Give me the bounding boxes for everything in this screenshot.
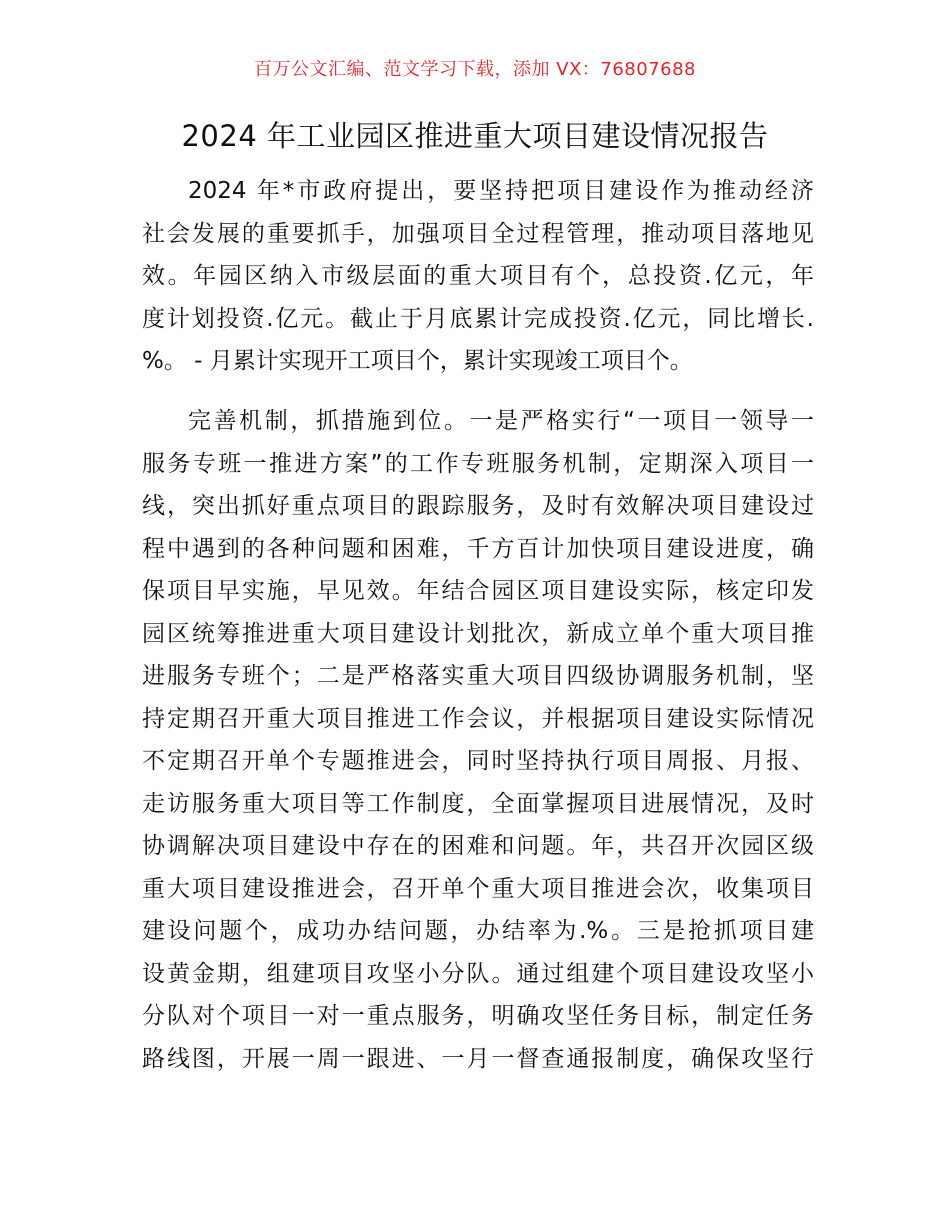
paragraph-line: 路线图，开展一周一跟进、一月一督查通报制度，确保攻坚行	[142, 1045, 814, 1072]
paragraph-line: 2024 年*市政府提出，要坚持把项目建设作为推动经济	[188, 178, 814, 204]
paragraph-line: 重大项目建设推进会，召开单个重大项目推进会次，收集项目	[142, 875, 814, 902]
paragraph-mechanism	[142, 400, 814, 1080]
paragraph-line: 服务专班一推进方案”的工作专班服务机制，定期深入项目一	[142, 450, 814, 477]
paragraph-line: 协调解决项目建设中存在的困难和问题。年，共召开次园区级	[142, 833, 814, 859]
document-title: 2024 年工业园区推进重大项目建设情况报告	[181, 119, 769, 153]
paragraph-intro	[142, 170, 814, 383]
paragraph-line: 进服务专班个；二是严格落实重大项目四级协调服务机制，坚	[142, 663, 814, 689]
paragraph-line: 设黄金期，组建项目攻坚小分队。通过组建个项目建设攻坚小	[142, 960, 814, 987]
watermark-header: 百万公文汇编、范文学习下载，添加 VX：76807688	[254, 59, 696, 80]
paragraph-line: 完善机制，抓措施到位。一是严格实行“一项目一领导一	[188, 408, 814, 434]
paragraph-line: 线，突出抓好重点项目的跟踪服务，及时有效解决项目建设过	[142, 493, 814, 519]
paragraph-line: 度计划投资.亿元。截止于月底累计完成投资.亿元，同比增长.	[142, 305, 814, 332]
paragraph-line: 建设问题个，成功办结问题，办结率为.%。三是抢抓项目建	[142, 918, 814, 944]
paragraph-line: 程中遇到的各种问题和困难，千方百计加快项目建设进度，确	[142, 535, 814, 562]
paragraph-line: 效。年园区纳入市级层面的重大项目有个，总投资.亿元，年	[142, 263, 814, 289]
paragraph-line: 分队对个项目一对一重点服务，明确攻坚任务目标，制定任务	[142, 1003, 814, 1029]
paragraph-line: 不定期召开单个专题推进会，同时坚持执行项目周报、月报、	[142, 748, 814, 774]
paragraph-line: 持定期召开重大项目推进工作会议，并根据项目建设实际情况	[142, 705, 814, 732]
paragraph-line: 园区统筹推进重大项目建设计划批次，新成立单个重大项目推	[142, 620, 814, 647]
paragraph-line: 走访服务重大项目等工作制度，全面掌握项目进展情况，及时	[142, 790, 814, 817]
paragraph-line: 社会发展的重要抓手，加强项目全过程管理，推动项目落地见	[142, 220, 814, 247]
paragraph-line: 保项目早实施，早见效。年结合园区项目建设实际，核定印发	[142, 578, 814, 604]
paragraph-line: %。 - 月累计实现开工项目个，累计实现竣工项目个。	[142, 348, 693, 374]
